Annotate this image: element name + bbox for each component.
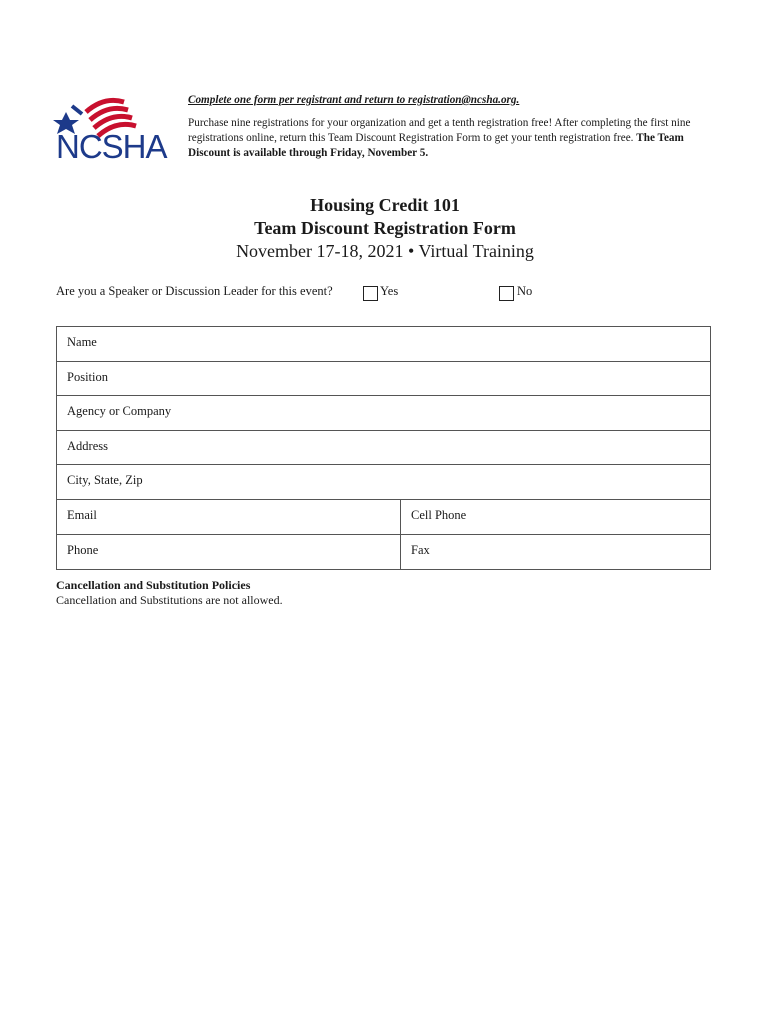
name-field[interactable] <box>57 327 710 362</box>
position-field[interactable] <box>57 362 710 397</box>
form-title <box>0 193 770 263</box>
intro-block <box>188 93 718 161</box>
logo-text: NCSHA <box>56 128 167 165</box>
contact-row-1 <box>57 500 710 535</box>
policies-heading: Cancellation and Substitution Policies <box>56 578 251 592</box>
policies-section <box>56 578 283 608</box>
team-discount-description <box>188 116 718 161</box>
fax-field[interactable]: Fax <box>411 542 430 557</box>
event-date: November 17-18, 2021 • Virtual Training <box>236 241 534 261</box>
city-state-zip-field[interactable] <box>57 465 710 500</box>
position-label: Position <box>67 369 108 384</box>
email-field[interactable]: Email <box>57 500 401 534</box>
discount-text: Purchase nine registrations for your organization and get a tenth registration free! After completing the first nine registrations online, return this Team Discount Registration Form to get your tenth registration free. <box>188 117 691 144</box>
discount-deadline: The Team Discount is available through Friday, November 5. <box>188 132 684 159</box>
phone-field[interactable]: Phone <box>57 535 401 570</box>
course-title: Housing Credit 101 <box>310 195 460 215</box>
yes-checkbox[interactable] <box>363 286 378 301</box>
contact-row-2 <box>57 535 710 570</box>
no-checkbox[interactable] <box>499 286 514 301</box>
agency-label: Agency or Company <box>67 404 172 419</box>
yes-label: Yes <box>380 284 399 298</box>
cell-phone-field[interactable]: Cell Phone <box>411 507 467 522</box>
speaker-question: Are you a Speaker or Discussion Leader for this event? <box>56 284 333 298</box>
no-label: No <box>517 284 533 298</box>
form-name: Team Discount Registration Form <box>254 218 516 238</box>
name-label: Name <box>67 335 97 349</box>
city-state-zip-label: City, State, Zip <box>67 473 143 488</box>
return-instruction: Complete one form per registrant and return to registration@ncsha.org. <box>188 94 520 106</box>
registration-form <box>56 326 711 570</box>
ncsha-logo <box>52 92 170 168</box>
address-label: Address <box>67 438 108 453</box>
address-field[interactable] <box>57 431 710 466</box>
agency-field[interactable] <box>57 396 710 431</box>
policies-text: Cancellation and Substitutions are not allowed. <box>56 593 283 607</box>
